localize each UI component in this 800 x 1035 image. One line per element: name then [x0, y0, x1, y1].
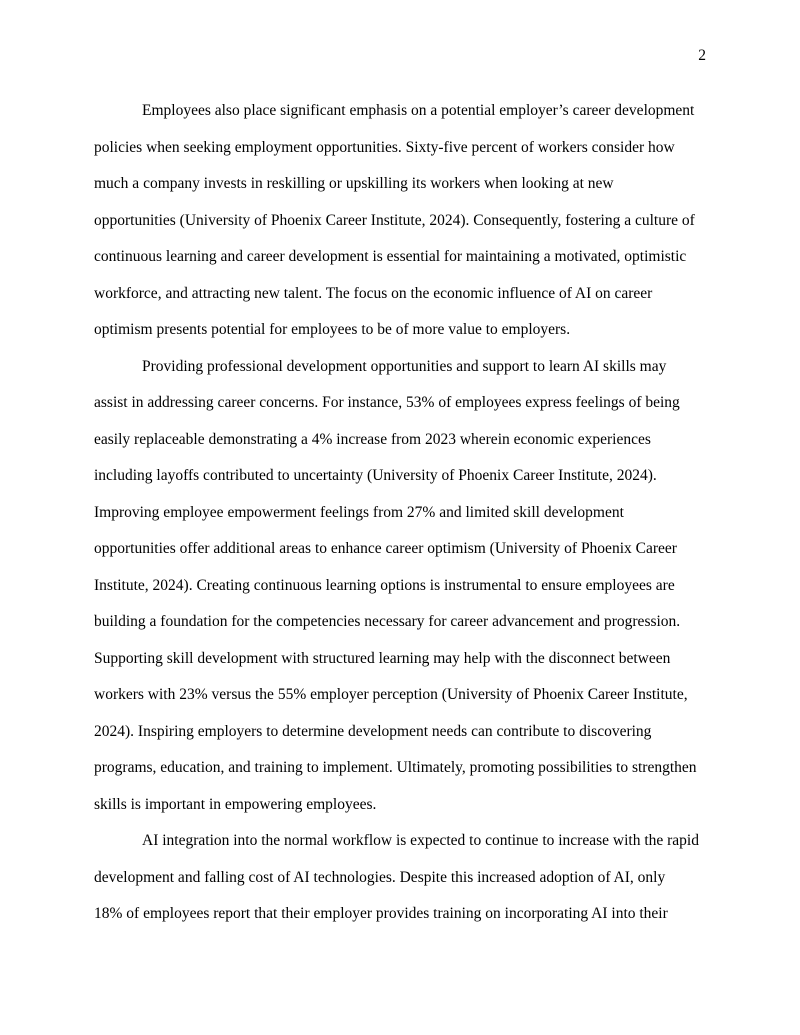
- paragraph-2-line-6: opportunities offer additional areas to enhance career optimism (University of Phoenix Career: [94, 540, 677, 557]
- paragraph-2-line-3: easily replaceable demonstrating a 4% increase from 2023 wherein economic experiences: [94, 430, 651, 448]
- paragraph-2-line-4: including layoffs contributed to uncertainty (University of Phoenix Career Institute, 2024).: [94, 467, 657, 484]
- paragraph-1-line-4: opportunities (University of Phoenix Career Institute, 2024). Consequently, fostering a culture of: [94, 211, 695, 229]
- paragraph-2-line-8: building a foundation for the competencies necessary for career advancement and progression.: [94, 613, 681, 630]
- paragraph-1-line-5: continuous learning and career development is essential for maintaining a motivated, optimistic: [94, 248, 687, 265]
- paragraph-2-line-5: Improving employee empowerment feelings from 27% and limited skill development: [94, 503, 624, 521]
- paragraph-2-line-10: workers with 23% versus the 55% employer perception (University of Phoenix Career Institute,: [94, 686, 688, 703]
- document-body: [94, 93, 710, 933]
- paragraph-1-line-1: Employees also place significant emphasis on a potential employer’s career development: [142, 102, 695, 119]
- paragraph-1-line-3: much a company invests in reskilling or upskilling its workers when looking at new: [94, 175, 614, 192]
- paragraph-1-line-6: workforce, and attracting new talent. The focus on the economic influence of AI on career: [94, 284, 653, 302]
- paragraph-2-line-1: Providing professional development opportunities and support to learn AI skills may: [142, 357, 667, 375]
- paragraph-2-line-7: Institute, 2024). Creating continuous learning options is instrumental to ensure employees are: [94, 576, 675, 594]
- paragraph-1-line-2: policies when seeking employment opportunities. Sixty-five percent of workers consider how: [94, 138, 675, 156]
- paragraph-2-line-13: skills is important in empowering employees.: [94, 795, 377, 813]
- page-number: 2: [698, 47, 706, 64]
- paragraph-1-line-7: optimism presents potential for employees to be of more value to employers.: [94, 321, 571, 338]
- paragraph-2-line-9: Supporting skill development with structured learning may help with the disconnect between: [94, 649, 671, 667]
- paragraph-2-line-11: 2024). Inspiring employers to determine development needs can contribute to discovering: [94, 722, 652, 740]
- paragraph-3-line-3: 18% of employees report that their employer provides training on incorporating AI into their: [94, 905, 668, 922]
- paragraph-2-line-2: assist in addressing career concerns. For instance, 53% of employees express feelings of being: [94, 394, 680, 411]
- paragraph-3-line-1: AI integration into the normal workflow is expected to continue to increase with the rapid: [142, 832, 699, 849]
- paragraph-2-line-12: programs, education, and training to implement. Ultimately, promoting possibilities to strengthen: [94, 759, 697, 776]
- paragraph-3-line-2: development and falling cost of AI technologies. Despite this increased adoption of AI, only: [94, 868, 666, 886]
